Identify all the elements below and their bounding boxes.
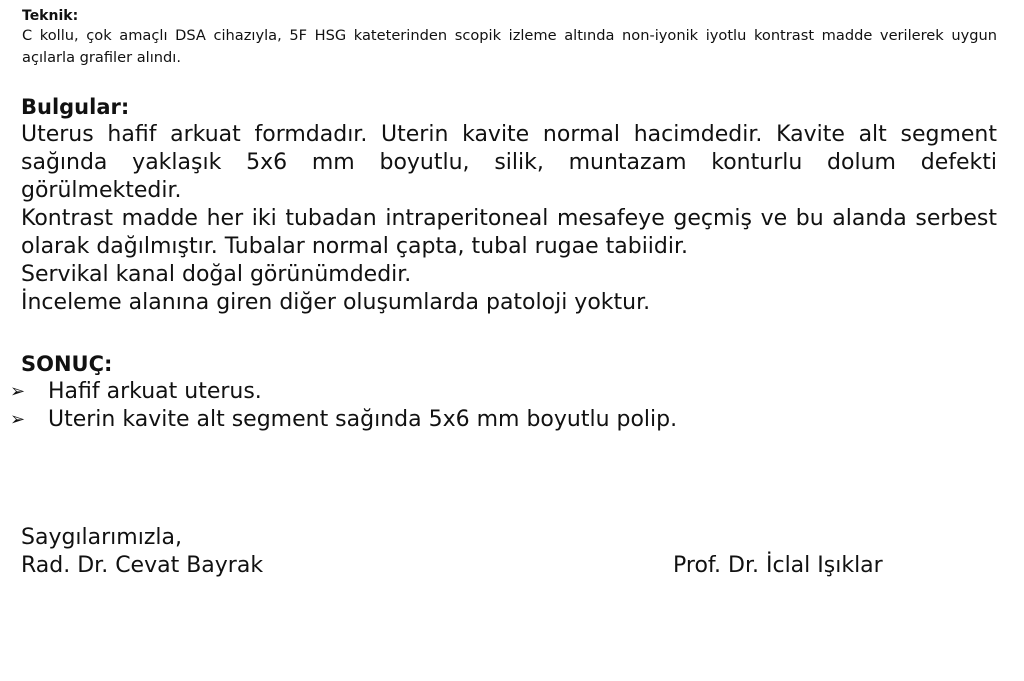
sonuc-item-text: Hafif arkuat uterus. (48, 379, 262, 404)
signatory-right: Prof. Dr. İclal Işıklar (673, 553, 883, 578)
teknik-heading: Teknik: (22, 8, 79, 24)
bulgular-paragraph: Uterus hafif arkuat formdadır. Uterin kavite normal hacimdedir. Kavite alt segment sağında yaklaşık 5x6 mm boyutlu, silik, muntazam konturlu dolum defekti görülmektedir. (21, 122, 997, 203)
list-item (10, 378, 997, 406)
bulgular-section (21, 93, 997, 317)
arrowhead-bullet-icon: ➢ (10, 381, 26, 402)
bulgular-paragraph: Servikal kanal doğal görünümdedir. (21, 262, 412, 287)
sonuc-item-text: Uterin kavite alt segment sağında 5x6 mm boyutlu polip. (48, 407, 678, 432)
salutation: Saygılarımızla, (21, 525, 182, 550)
teknik-section (22, 7, 997, 69)
list-item (10, 406, 997, 434)
bulgular-paragraph: İnceleme alanına giren diğer oluşumlarda patoloji yoktur. (21, 290, 651, 315)
sonuc-section (10, 350, 997, 434)
sonuc-list (10, 378, 997, 434)
sonuc-heading: SONUÇ: (21, 352, 113, 376)
teknik-text: C kollu, çok amaçlı DSA cihazıyla, 5F HSG kateterinden scopik izleme altında non-iyonik iyotlu kontrast madde verilerek uygun açılarla grafiler alındı. (22, 27, 997, 66)
arrowhead-bullet-icon: ➢ (10, 409, 26, 430)
closing-block (21, 524, 263, 580)
bulgular-paragraph: Kontrast madde her iki tubadan intraperitoneal mesafeye geçmiş ve bu alanda serbest olarak dağılmıştır. Tubalar normal çapta, tubal rugae tabiidir. (21, 206, 997, 259)
signatory-left: Rad. Dr. Cevat Bayrak (21, 553, 264, 578)
bulgular-heading: Bulgular: (21, 95, 130, 119)
